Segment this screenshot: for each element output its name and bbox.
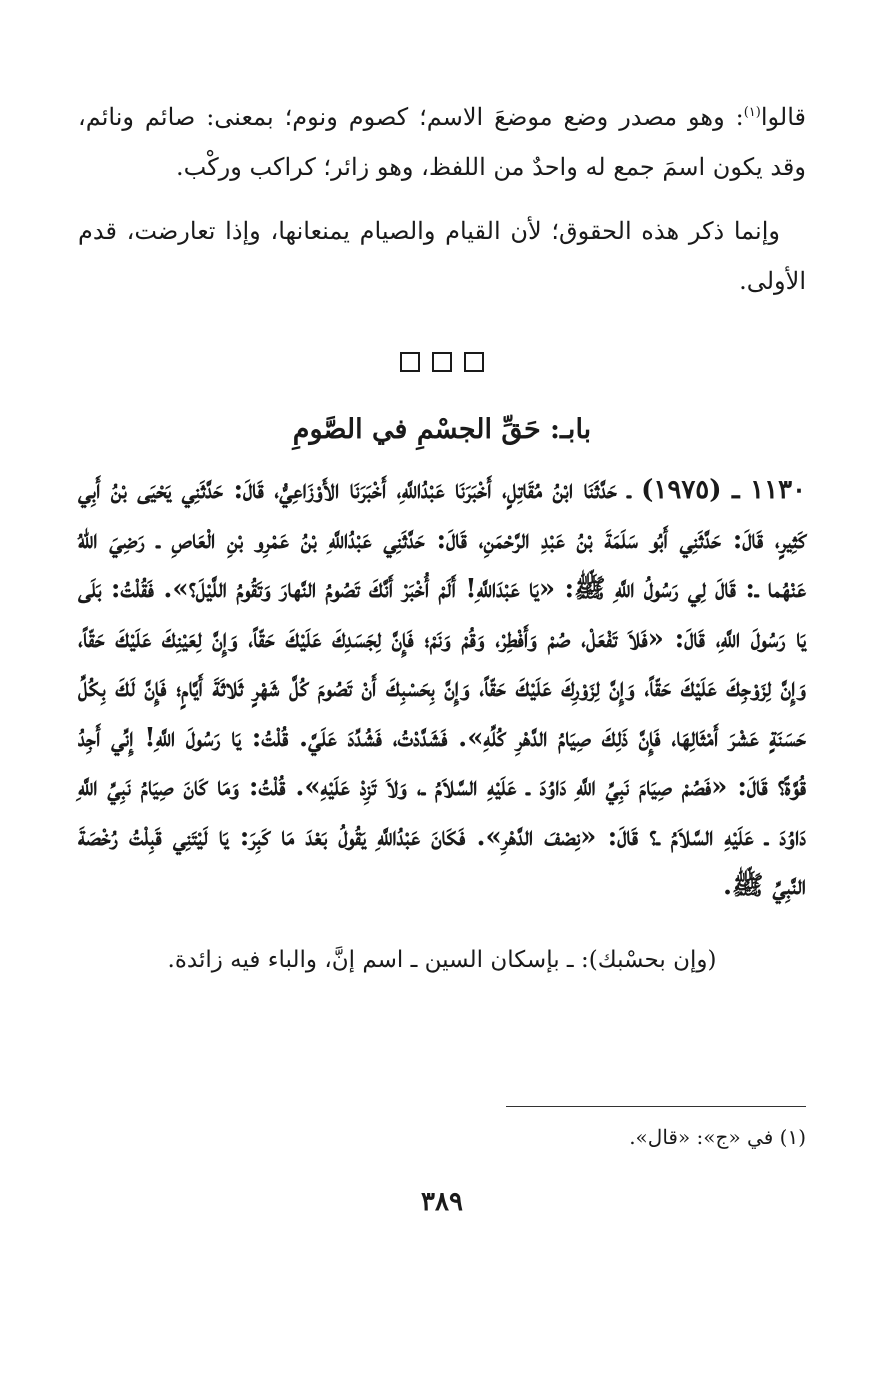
- divider-square-icon: [464, 352, 484, 372]
- intro-paragraph-2: وإنما ذكر هذه الحقوق؛ لأن القيام والصيام يمنعانها، وإذا تعارضت، قدم الأولى.: [78, 217, 806, 295]
- hadith-text: ١١٣٠ ـ (١٩٧٥) ـ حَدَّثَنَا ابْنُ مُقَاتِلٍ، أَخْبَرَنَا عَبْدُاللَّهِ، أَخْبَرَنَا الأَوْزَاعِيُّ، قَالَ: حَدَّثَنِي يَحْيَى بْنُ أَبِي كَثِيرٍ، قَالَ: حَدَّثَنِي أَبُو سَلَمَةَ بْنُ عَبْدِ الرَّحْمَنِ، قَالَ: حَدَّثَنِي عَبْدُاللَّهِ بْنُ عَمْرِو بْنِ الْعَاصِ ـ رَضِيَ اللهُ عَنْهُما ـ: قَالَ لِي رَسُولُ اللَّهِ ﷺ: «يَا عَبْدَاللَّهِ! أَلَمْ أُخْبَرْ أَنَّكَ تَصُومُ النَّهارَ وَتَقُومُ اللَّيْلَ؟». فَقُلْتُ: بَلَى يَا رَسُولَ اللَّهِ، قَالَ: «فَلاَ تَفْعَلْ، صُمْ وَأَفْطِرْ، وَقُمْ وَنَمْ؛ فَإِنَّ لِجَسَدِكَ عَلَيْكَ حَقّاً، وَإِنَّ لِعَيْنِكَ عَلَيْكَ حَقّاً، وَإِنَّ لِزَوْجِكَ عَلَيْكَ حَقّاً، وَإِنَّ لِزَوْرِكَ عَلَيْكَ حَقّاً، وَإِنَّ بِحَسْبِكَ أَنْ تَصُومَ كُلَّ شَهْرٍ ثَلاثَةَ أَيَّامٍ؛ فَإِنَّ لَكَ بِكُلِّ حَسَنَةٍ عَشْرَ أَمْثَالِهَا، فَإِنَّ ذَلِكَ صِيَامُ الدَّهْرِ كُلِّهِ». فَشَدَّدْتُ، فَشُدِّدَ عَلَيَّ. قُلْتُ: يَا رَسُولَ اللَّهِ! إِنِّي أَجِدُ قُوَّةً؟ قَالَ: «فَصُمْ صِيَامَ نَبِيِّ اللَّهِ دَاوُدَ ـ عَلَيْهِ السَّلاَمُ ـ، وَلاَ تَزِدْ عَلَيْهِ». قُلْتُ: وَمَا كَانَ صِيَامُ نَبِيِّ اللَّهِ دَاوُدَ ـ عَلَيْهِ السَّلاَمُ ـ؟ قَالَ: «نِصْفَ الدَّهْرِ». فَكَانَ عَبْدُاللَّهِ يَقُولُ بَعْدَ مَا كَبِرَ: يَا لَيْتَنِي قَبِلْتُ رُخْصَةَ النَّبِيِّ ﷺ.: [78, 475, 806, 901]
- commentary-note: (وإن بحسْبك): ـ بإسكان السين ـ اسم إنَّ، والباء فيه زائدة.: [167, 946, 717, 973]
- divider-square-icon: [400, 352, 420, 372]
- book-page: [78, 92, 806, 1312]
- chapter-label: بابـ: [560, 414, 592, 445]
- page-number: ٣٨٩: [421, 1187, 463, 1217]
- chapter-title: : حَقِّ الجسْمِ في الصَّومِ: [292, 414, 561, 445]
- footnote-separator: [506, 1106, 806, 1107]
- chapter-heading: [78, 402, 806, 458]
- intro-text: : وهو مصدر وضع موضعَ الاسم؛ كصوم ونوم؛ بمعنى: صائم ونائم، وقد يكون اسمَ جمع له واحدٌ من اللفظ، وهو زائر؛ كراكب وركْب.: [78, 103, 806, 181]
- footnote: (١) في «ج»: «قال».: [629, 1125, 806, 1149]
- section-divider: [78, 348, 806, 372]
- intro-paragraph: [78, 92, 806, 192]
- divider-square-icon: [432, 352, 452, 372]
- intro-lead-word: قالوا: [760, 103, 806, 131]
- footnote-reference[interactable]: (١): [743, 105, 761, 120]
